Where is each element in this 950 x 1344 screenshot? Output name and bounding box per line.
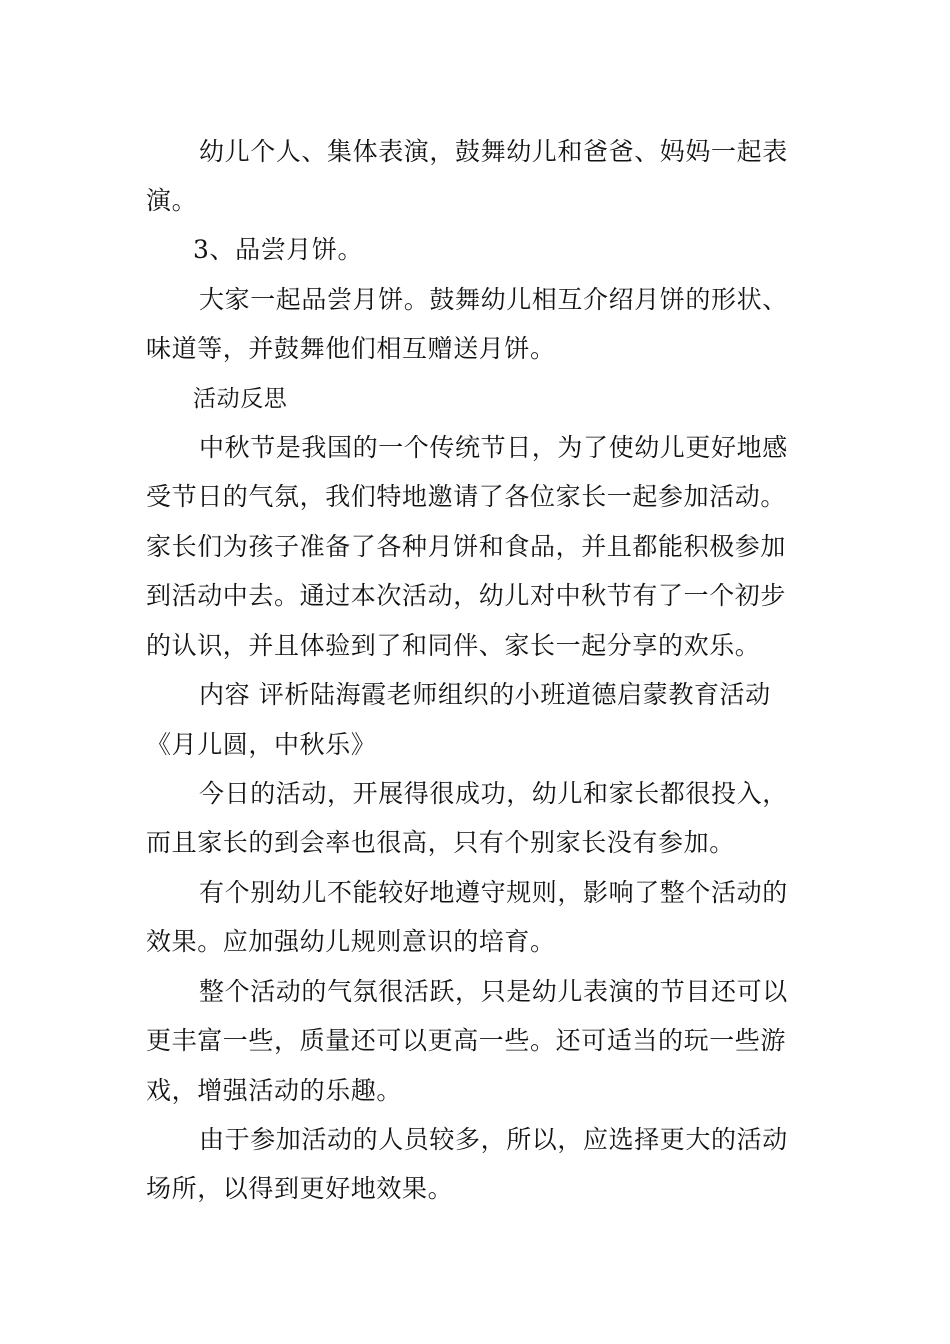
text-line: 幼儿个人、集体表演，鼓舞幼儿和爸爸、妈妈一起表 <box>199 137 788 166</box>
text-line: 的认识，并且体验到了和同伴、家长一起分享的欢乐。 <box>146 631 761 660</box>
text-line: 戏，增强活动的乐趣。 <box>146 1076 403 1105</box>
text-line: 而且家长的到会率也很高，只有个别家长没有参加。 <box>146 828 735 857</box>
text-line: 场所，以得到更好地效果。 <box>146 1174 454 1203</box>
text-line: 家长们为孩子准备了各种月饼和食品，并且都能积极参加 <box>146 532 787 561</box>
text-line: 有个别幼儿不能较好地遵守规则，影响了整个活动的 <box>199 878 788 907</box>
text-line: 演。 <box>146 186 198 215</box>
text-line: 今日的活动，开展得很成功，幼儿和家长都很投入， <box>199 779 788 808</box>
text-line: 味道等，并鼓舞他们相互赠送月饼。 <box>146 334 556 363</box>
text-line: 到活动中去。通过本次活动，幼儿对中秋节有了一个初步 <box>146 581 787 610</box>
text-line: 整个活动的气氛很活跃，只是幼儿表演的节目还可以 <box>199 977 788 1006</box>
section-heading: 活动反思 <box>193 386 288 412</box>
text-line: 效果。应加强幼儿规则意识的培育。 <box>146 927 556 956</box>
text-line: 由于参加活动的人员较多，所以，应选择更大的活动 <box>199 1125 788 1154</box>
text-line: 内容 评析陆海霞老师组织的小班道德启蒙教育活动 <box>199 680 771 709</box>
text-line: 中秋节是我国的一个传统节日，为了使幼儿更好地感 <box>199 433 788 462</box>
text-line: 3、品尝月饼。 <box>193 235 364 264</box>
text-line: 更丰富一些，质量还可以更高一些。还可适当的玩一些游 <box>146 1026 787 1055</box>
text-line: 《月儿圆，中秋乐》 <box>146 730 377 759</box>
text-line: 大家一起品尝月饼。鼓舞幼儿相互介绍月饼的形状、 <box>199 285 788 314</box>
text-line: 受节日的气氛，我们特地邀请了各位家长一起参加活动。 <box>146 482 787 511</box>
